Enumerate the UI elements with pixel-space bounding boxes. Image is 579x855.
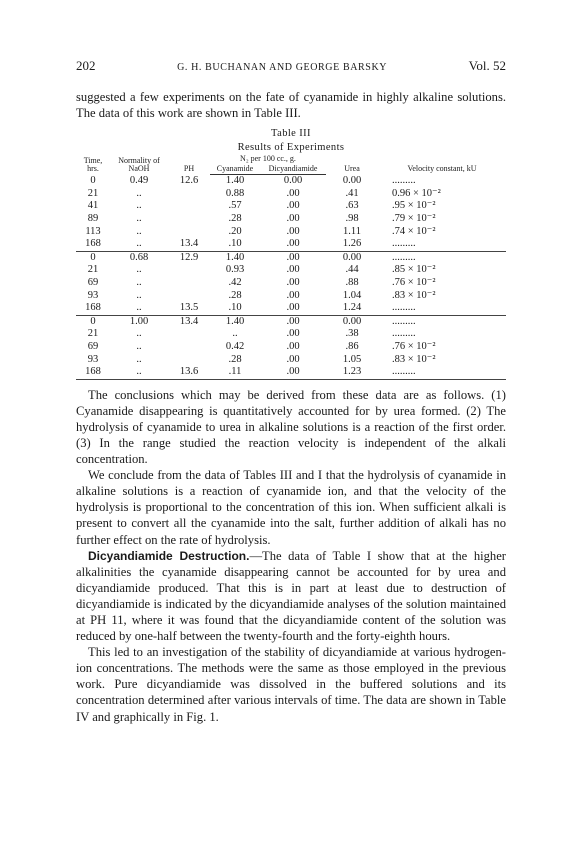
- cell-dicyandiamide: .00: [286, 328, 300, 340]
- cell-ph: 13.5: [179, 302, 199, 314]
- cell-urea: 1.05: [342, 353, 362, 365]
- cell-cyanamide: 0.88: [225, 187, 245, 199]
- cell-cyanamide: .10: [228, 302, 242, 314]
- cell-cyanamide: 1.40: [210, 251, 260, 264]
- cell-urea: 1.11: [343, 225, 361, 237]
- col-header-ph: PH: [183, 164, 195, 174]
- cell-dicyandiamide: .00: [286, 302, 300, 314]
- cell-normality: 0.68: [110, 251, 168, 264]
- table-row: [76, 251, 506, 264]
- cell-dicyandiamide: .00: [286, 212, 300, 224]
- cell-velocity: .74 × 10⁻²: [392, 225, 436, 237]
- table-row: [76, 200, 506, 213]
- table-row: [76, 302, 506, 315]
- cell-normality: ..: [136, 340, 142, 352]
- section-heading: Dicyandiamide Destruction.: [88, 548, 250, 563]
- col-header-cyanamide: Cyanamide: [210, 165, 260, 175]
- cell-dicyandiamide: .00: [260, 251, 326, 264]
- cell-cyanamide: .57: [228, 200, 242, 212]
- cell-velocity: .........: [378, 315, 506, 328]
- cell-cyanamide: .10: [228, 238, 242, 250]
- cell-normality: 1.00: [110, 315, 168, 328]
- cell-cyanamide: 0.42: [225, 340, 245, 352]
- cell-urea: 1.24: [342, 302, 362, 314]
- running-head-authors: G. H. BUCHANAN AND GEORGE BARSKY: [177, 62, 388, 73]
- conclusions-paragraph: The conclusions which may be derived from these data are as follows. (1) Cyanamide disappearing is quantitatively accounted for by urea formed. (2) The hydrolysis of cyanamide to urea in alkaline solutions is a reaction of the first order. (3) In the range studied the reaction velocity is independent of the alkali concentration.: [76, 387, 506, 467]
- cell-time: 21: [87, 328, 99, 340]
- cell-dicyandiamide: .00: [260, 315, 326, 328]
- cell-normality: ..: [136, 200, 142, 212]
- cell-velocity: .79 × 10⁻²: [392, 212, 436, 224]
- col-header-urea: Urea: [344, 164, 360, 174]
- cell-ph: [168, 264, 210, 277]
- cell-urea: .44: [345, 264, 359, 276]
- cell-velocity: 0.96 × 10⁻²: [392, 187, 441, 199]
- cell-ph: 12.6: [179, 174, 199, 186]
- cell-urea: 1.26: [342, 238, 362, 250]
- col-header-time: Time, hrs.: [83, 155, 103, 174]
- cell-velocity: .76 × 10⁻²: [392, 340, 436, 352]
- cell-dicyandiamide: .00: [286, 264, 300, 276]
- cell-normality: ..: [136, 353, 142, 365]
- cell-urea: .38: [345, 328, 359, 340]
- final-paragraph: This led to an investigation of the stability of dicyandiamide at various hydrogen-ion concentrations. The methods were the same as those employed in the previous work. Pure dicyandiamide was dissolved in the buffered solutions and its concentration determined after various intervals of time. The data are shown in Table IV and graphically in Fig. 1.: [76, 645, 506, 724]
- cell-cyanamide: .28: [228, 289, 242, 301]
- cell-normality: ..: [136, 187, 142, 199]
- cell-ph: [168, 328, 210, 341]
- col-header-dicyandiamide: Dicyandiamide: [260, 165, 326, 175]
- cell-time: 168: [85, 238, 101, 250]
- cell-ph: [168, 290, 210, 303]
- table-row: [76, 354, 506, 367]
- running-header: [76, 58, 506, 74]
- cell-urea: .41: [345, 187, 359, 199]
- results-table: [76, 155, 506, 380]
- cell-ph: 12.9: [168, 251, 210, 264]
- table-row: [76, 341, 506, 354]
- cell-normality: ..: [136, 276, 142, 288]
- cell-dicyandiamide: .00: [286, 353, 300, 365]
- table-title: Table III: [271, 128, 311, 140]
- cell-normality: ..: [136, 264, 142, 276]
- cell-urea: 0.00: [326, 251, 378, 264]
- dicyandiamide-section: [76, 548, 506, 645]
- cell-velocity: .........: [392, 174, 416, 186]
- cell-cyanamide: .28: [228, 353, 242, 365]
- cell-urea: 0.00: [342, 174, 362, 186]
- table-row: [76, 188, 506, 201]
- col-header-velocity: Velocity constant, kU: [407, 164, 477, 174]
- table-row: [76, 264, 506, 277]
- cell-ph: 13.4: [179, 238, 199, 250]
- cell-time: 93: [87, 289, 99, 301]
- table-row: [76, 277, 506, 290]
- cell-ph: [168, 341, 210, 354]
- cell-cyanamide: ..: [232, 328, 238, 340]
- cell-urea: .88: [345, 276, 359, 288]
- cell-velocity: .........: [392, 238, 416, 250]
- cell-velocity: .........: [392, 328, 416, 340]
- cell-urea: 0.00: [326, 315, 378, 328]
- cell-normality: ..: [136, 238, 142, 250]
- cell-ph: [168, 354, 210, 367]
- cell-urea: 1.23: [326, 366, 378, 379]
- cell-velocity: .95 × 10⁻²: [392, 200, 436, 212]
- cell-dicyandiamide: .00: [286, 200, 300, 212]
- cell-normality: ..: [136, 328, 142, 340]
- table-row: [76, 213, 506, 226]
- cell-time: 41: [87, 200, 99, 212]
- table-row: [76, 366, 506, 379]
- cell-ph: 13.4: [168, 315, 210, 328]
- cell-dicyandiamide: 0.00: [283, 175, 303, 187]
- cell-urea: 1.04: [342, 289, 362, 301]
- table-row: [76, 328, 506, 341]
- cell-ph: [168, 213, 210, 226]
- cell-dicyandiamide: .00: [286, 340, 300, 352]
- cell-time: 168: [76, 366, 110, 379]
- cell-normality: ..: [136, 212, 142, 224]
- cell-velocity: .83 × 10⁻²: [392, 353, 436, 365]
- cell-urea: .63: [345, 200, 359, 212]
- cell-ph: [168, 200, 210, 213]
- cell-time: 69: [87, 276, 99, 288]
- cell-time: 0: [76, 251, 110, 264]
- cell-urea: .86: [345, 340, 359, 352]
- cell-dicyandiamide: .00: [286, 187, 300, 199]
- cell-time: 0: [76, 315, 110, 328]
- hydrolysis-paragraph: We conclude from the data of Tables III and I that the hydrolysis of cyanamide in alkaline solutions is a reaction of cyanamide ion, and that the velocity of the hydrolysis is proportional to the concentration of this ion. When sufficient alkali is present to convert all the cyanamide into the salt, further addition of alkali has no further effect on the rate of hydrolysis.: [76, 468, 506, 547]
- table-row: [76, 175, 506, 188]
- table-subtitle: Results of Experiments: [237, 142, 345, 154]
- table-body: [76, 175, 506, 380]
- cell-ph: [168, 188, 210, 201]
- intro-paragraph: suggested a few experiments on the fate of cyanamide in highly alkaline solutions. The data of this work are shown in Table III.: [76, 90, 506, 121]
- cell-dicyandiamide: .00: [286, 238, 300, 250]
- cell-velocity: .76 × 10⁻²: [392, 276, 436, 288]
- cell-time: 21: [87, 187, 99, 199]
- cell-cyanamide: .20: [228, 225, 242, 237]
- cell-cyanamide: 0.93: [225, 264, 245, 276]
- cell-normality: ..: [136, 225, 142, 237]
- cell-velocity: .........: [378, 251, 506, 264]
- cell-cyanamide: 1.40: [225, 175, 245, 187]
- cell-time: 0: [90, 174, 96, 186]
- page-number: 202: [76, 58, 96, 73]
- table-row: [76, 290, 506, 303]
- table-row: [76, 238, 506, 251]
- col-header-n2: N₂ per 100 cc., g.: [240, 154, 296, 164]
- cell-ph: 13.6: [168, 366, 210, 379]
- cell-normality: ..: [110, 366, 168, 379]
- cell-velocity: .83 × 10⁻²: [392, 289, 436, 301]
- cell-cyanamide: .42: [228, 276, 242, 288]
- cell-time: 113: [85, 225, 101, 237]
- col-header-normality: Normality of NaOH: [118, 155, 160, 174]
- cell-time: 93: [87, 353, 99, 365]
- cell-ph: [168, 226, 210, 239]
- cell-time: 69: [87, 340, 99, 352]
- cell-dicyandiamide: .00: [286, 225, 300, 237]
- table-row: [76, 226, 506, 239]
- cell-ph: [168, 277, 210, 290]
- cell-cyanamide: .28: [228, 212, 242, 224]
- cell-velocity: .85 × 10⁻²: [392, 264, 436, 276]
- cell-cyanamide: .11: [210, 366, 260, 379]
- section-text: —The data of Table I show that at the higher alkalinities the cyanamide disappearing cannot be accounted for by urea and dicyandiamide produced. That this is in part at least due to destruction of dicyandiamide is indicated by the dicyandiamide analyses of the solution maintained at PH 11, where it was found that the dicyandiamide content of the solution was reduced by one-half between the twenty-fourth and the forty-eighth hours.: [76, 548, 506, 644]
- volume-label: Vol. 52: [468, 58, 506, 73]
- table-row: [76, 315, 506, 328]
- cell-dicyandiamide: .00: [260, 366, 326, 379]
- journal-page: [76, 58, 506, 725]
- cell-time: 168: [85, 302, 101, 314]
- cell-velocity: .........: [378, 366, 506, 379]
- cell-normality: 0.49: [129, 174, 149, 186]
- cell-normality: ..: [136, 289, 142, 301]
- cell-time: 89: [87, 212, 99, 224]
- cell-dicyandiamide: .00: [286, 276, 300, 288]
- cell-urea: .98: [345, 212, 359, 224]
- cell-dicyandiamide: .00: [286, 289, 300, 301]
- cell-time: 21: [87, 264, 99, 276]
- cell-normality: ..: [136, 302, 142, 314]
- cell-velocity: .........: [392, 302, 416, 314]
- cell-cyanamide: 1.40: [210, 315, 260, 328]
